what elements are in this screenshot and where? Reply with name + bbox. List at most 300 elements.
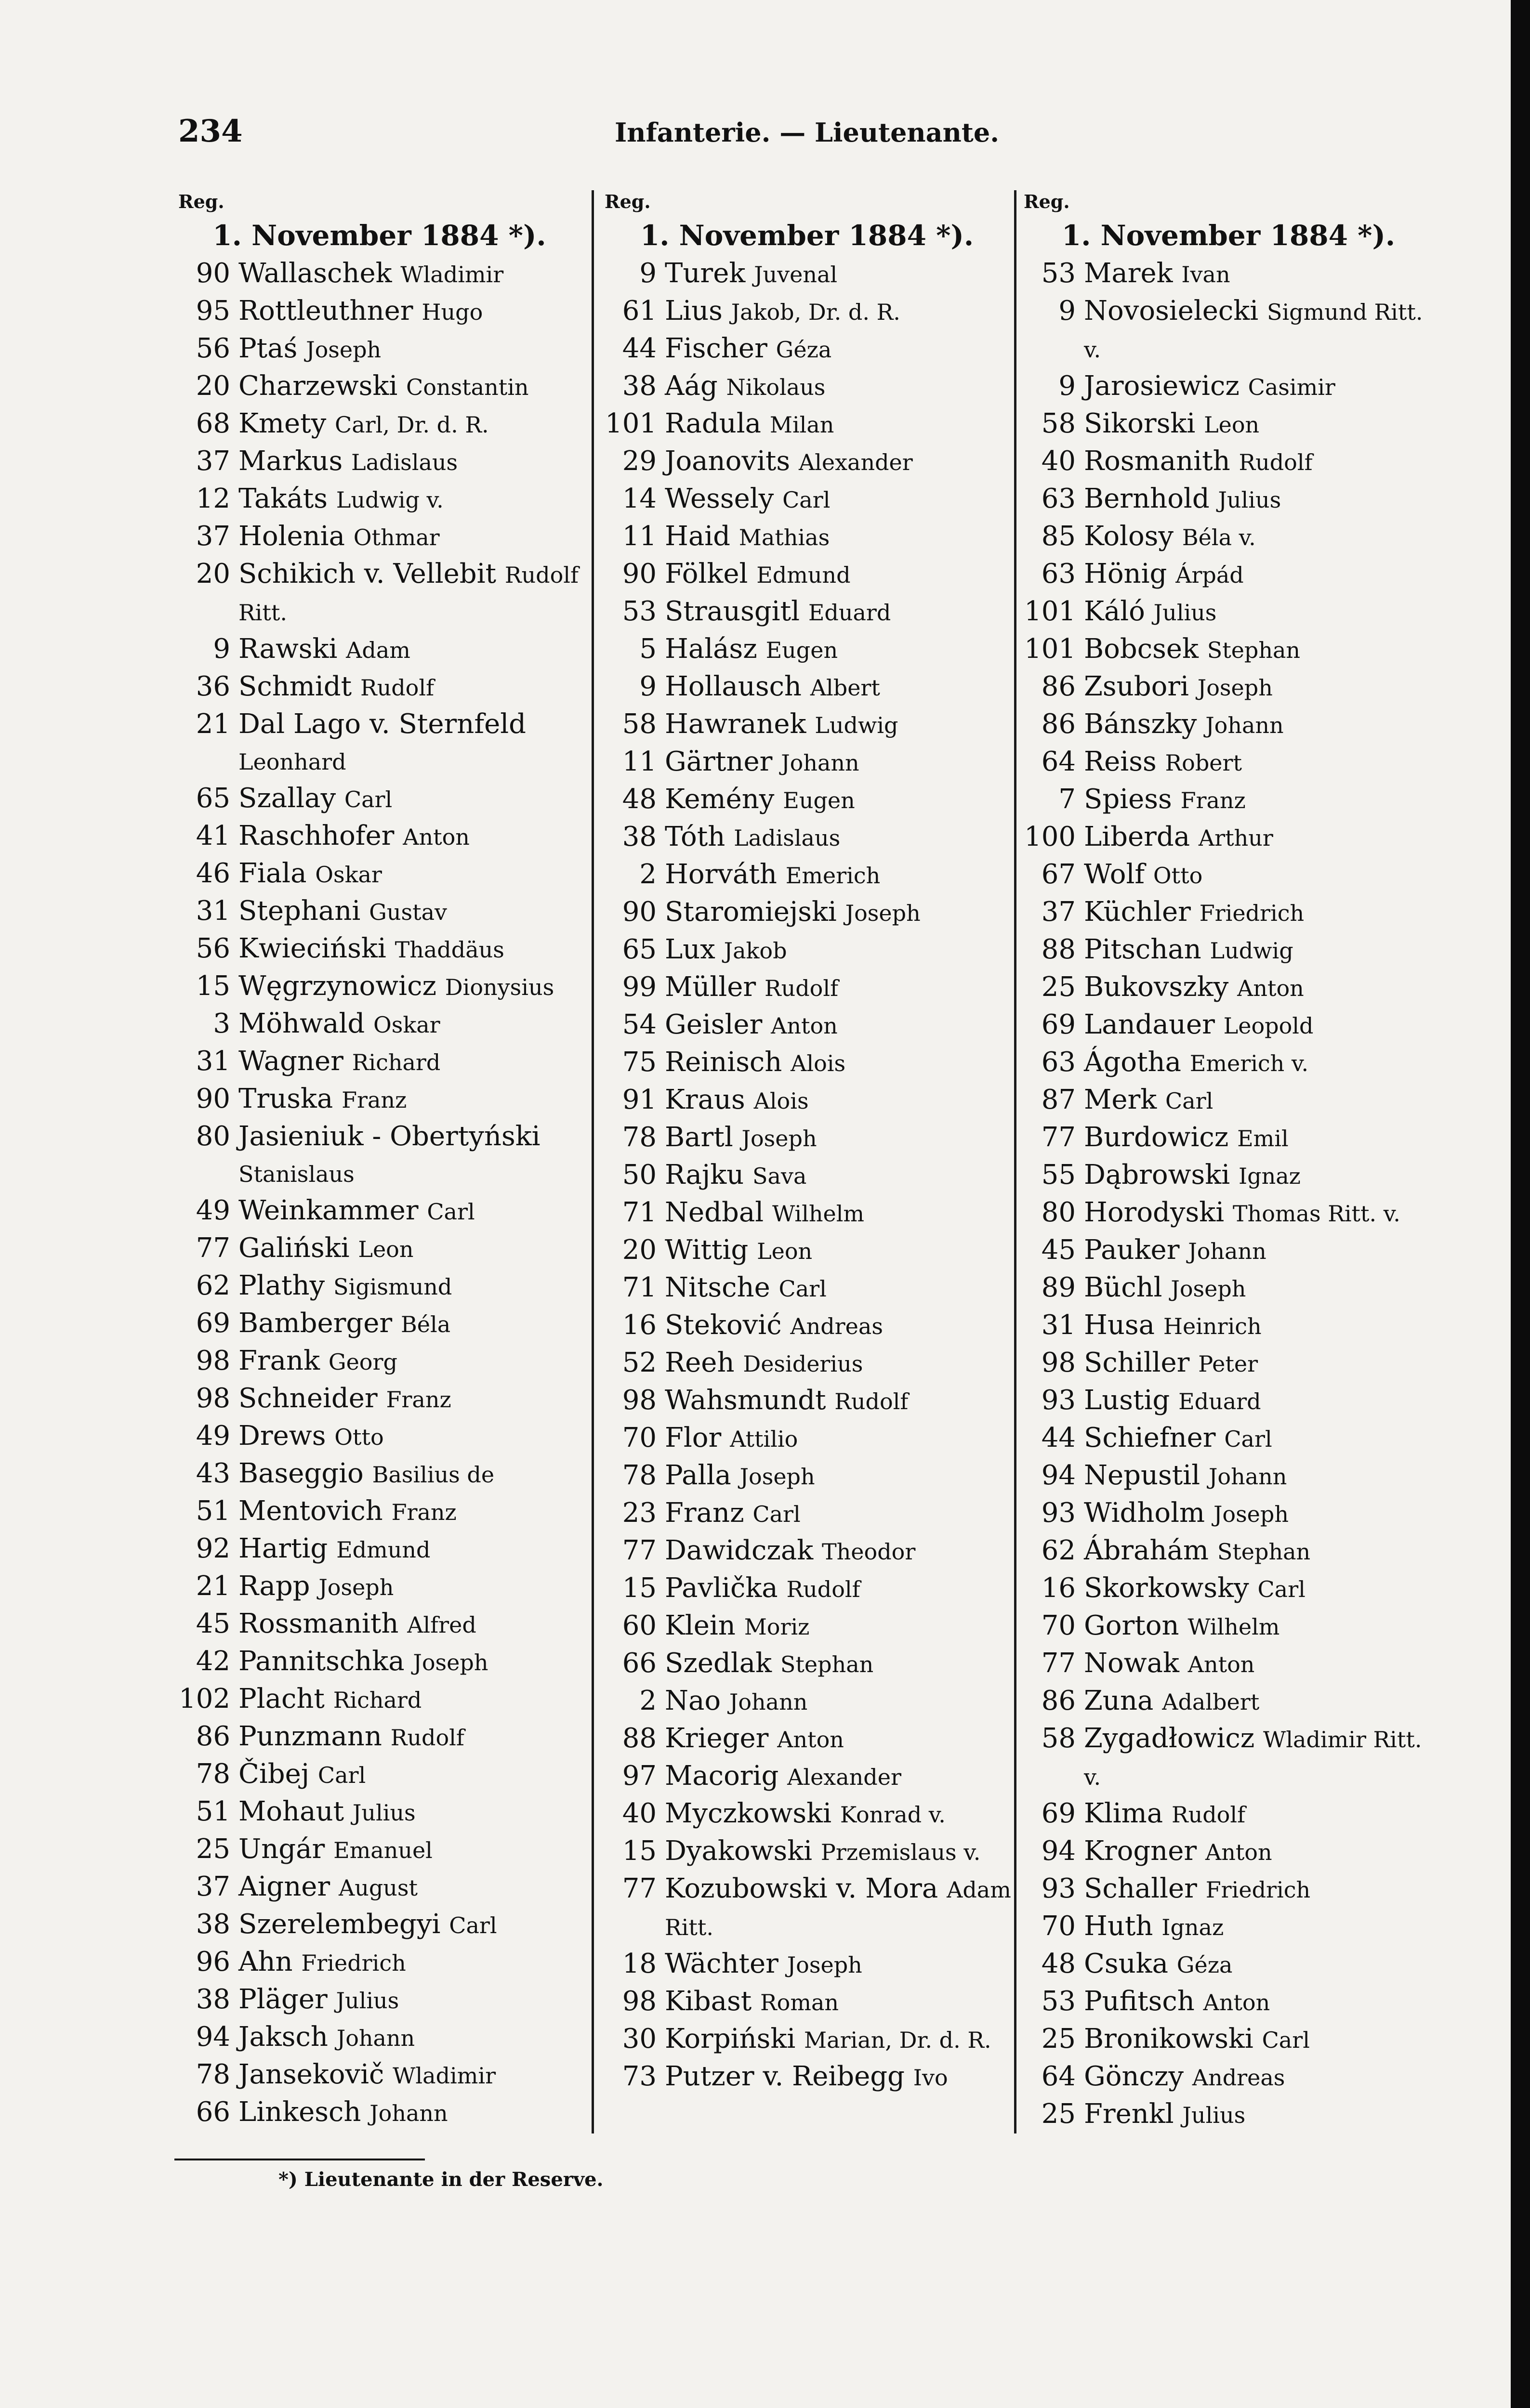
given-name: August — [339, 1875, 418, 1901]
list-item — [1019, 819, 1438, 856]
list-item — [1019, 556, 1438, 593]
surname: Ábrahám — [1084, 1535, 1209, 1566]
regiment-number: 53 — [622, 596, 657, 627]
given-name: Sava — [752, 1163, 807, 1189]
surname: Nedbal — [665, 1197, 764, 1228]
list-item — [173, 1230, 585, 1268]
reg-label: Reg. — [1024, 191, 1070, 212]
given-name: Julius — [352, 1800, 416, 1826]
regiment-number: 101 — [1024, 633, 1076, 665]
surname: Čibej — [238, 1758, 310, 1790]
column-divider-2 — [1014, 190, 1016, 2133]
column-2 — [600, 188, 1014, 2153]
surname: Schiefner — [1084, 1422, 1216, 1453]
given-name: Friedrich — [1205, 1877, 1311, 1903]
list-item — [173, 2056, 585, 2094]
given-name: Konrad v. — [840, 1802, 946, 1828]
regiment-number: 60 — [622, 1610, 657, 1641]
list-item — [173, 1006, 585, 1043]
list-item — [1019, 293, 1438, 368]
given-name: Joseph — [318, 1574, 394, 1600]
surname: Nao — [665, 1685, 721, 1716]
surname: Möhwald — [238, 1008, 365, 1039]
list-item — [600, 406, 1014, 443]
given-name: Carl, Dr. d. R. — [335, 412, 489, 438]
given-name: Andreas — [790, 1313, 883, 1339]
surname: Jaksch — [238, 2021, 328, 2053]
list-item — [600, 330, 1014, 368]
list-item — [173, 818, 585, 855]
surname: Csuka — [1084, 1948, 1168, 1979]
surname: Pitschan — [1084, 934, 1201, 965]
given-name: Rudolf — [786, 1576, 860, 1602]
surname: Aág — [665, 370, 718, 402]
surname: Fiala — [238, 858, 307, 889]
page-header — [178, 113, 1036, 161]
list-item — [173, 481, 585, 518]
regiment-number: 52 — [622, 1347, 657, 1378]
regiment-number: 25 — [1041, 2098, 1076, 2130]
given-name: Emerich v. — [1189, 1050, 1309, 1076]
list-item — [173, 1869, 585, 1906]
surname: Liberda — [1084, 821, 1190, 852]
list-item — [173, 1906, 585, 1944]
regiment-number: 30 — [622, 2023, 657, 2055]
regiment-number: 77 — [1041, 1648, 1076, 1679]
list-item — [1019, 931, 1438, 969]
regiment-number: 9 — [1058, 370, 1076, 402]
given-name: Sigismund — [333, 1274, 452, 1300]
list-item — [600, 744, 1014, 781]
given-name: Eduard — [1178, 1388, 1261, 1414]
given-name: Leopold — [1223, 1013, 1314, 1039]
surname: Kibast — [665, 1986, 752, 2017]
given-name: Mathias — [739, 524, 830, 550]
given-name: Peter — [1198, 1351, 1258, 1377]
date-heading: 1. November 1884 *). — [1061, 219, 1396, 252]
given-name: Ladislaus — [351, 449, 458, 475]
given-name: Adalbert — [1162, 1689, 1260, 1715]
surname: Plathy — [238, 1270, 325, 1301]
given-name: Ludwig v. — [336, 487, 444, 513]
surname: Schiller — [1084, 1347, 1190, 1378]
regiment-number: 93 — [1041, 1385, 1076, 1416]
list-item — [173, 443, 585, 481]
surname: Flor — [665, 1422, 722, 1453]
regiment-number: 69 — [196, 1308, 230, 1339]
list-item — [600, 1420, 1014, 1457]
list-item — [173, 556, 585, 631]
regiment-number: 77 — [622, 1873, 657, 1904]
list-item — [600, 819, 1014, 856]
given-name: Edmund — [756, 562, 851, 588]
given-name: Oskar — [373, 1012, 440, 1038]
surname: Aigner — [238, 1871, 330, 1902]
surname: Raschhofer — [238, 820, 395, 851]
surname: Korpiński — [665, 2023, 796, 2055]
list-item — [173, 330, 585, 368]
list-item — [173, 518, 585, 556]
surname: Mentovich — [238, 1495, 383, 1527]
given-name: Joseph — [413, 1649, 488, 1675]
regiment-number: 53 — [1041, 1986, 1076, 2017]
regiment-number: 51 — [196, 1495, 230, 1527]
surname: Skorkowsky — [1084, 1572, 1249, 1604]
given-name: Carl — [1257, 1576, 1306, 1602]
surname: Müller — [665, 971, 756, 1003]
given-name: Julius — [1218, 487, 1281, 513]
regiment-number: 86 — [196, 1721, 230, 1752]
given-name: Wilhelm — [1187, 1614, 1280, 1640]
regiment-number: 63 — [1041, 1047, 1076, 1078]
regiment-number: 78 — [196, 2059, 230, 2090]
entry-list — [600, 255, 1014, 2096]
regiment-number: 100 — [1024, 821, 1076, 852]
surname: Weinkammer — [238, 1195, 419, 1226]
regiment-number: 67 — [1041, 859, 1076, 890]
surname: Klima — [1084, 1798, 1163, 1829]
regiment-number: 40 — [1041, 445, 1076, 477]
list-item — [1019, 1232, 1438, 1269]
surname: Charzewski — [238, 370, 398, 402]
regiment-number: 12 — [196, 483, 230, 514]
surname: Horodyski — [1084, 1197, 1225, 1228]
surname: Spiess — [1084, 784, 1172, 815]
given-name: Albert — [810, 675, 880, 701]
given-name: Béla — [400, 1311, 451, 1337]
list-item — [1019, 969, 1438, 1007]
list-item — [1019, 368, 1438, 406]
surname: Bobcsek — [1084, 633, 1199, 665]
regiment-number: 9 — [213, 633, 230, 665]
regiment-number: 38 — [196, 1984, 230, 2015]
surname: Jansekovič — [238, 2059, 384, 2090]
surname: Kwieciński — [238, 933, 386, 964]
surname: Ágotha — [1084, 1047, 1181, 1078]
regiment-number: 49 — [196, 1195, 230, 1226]
regiment-number: 88 — [1041, 934, 1076, 965]
regiment-number: 98 — [1041, 1347, 1076, 1378]
regiment-number: 90 — [622, 558, 657, 589]
given-name: Ladislaus — [734, 825, 841, 851]
given-name: Ivan — [1181, 262, 1230, 288]
list-item — [173, 930, 585, 968]
surname: Fölkel — [665, 558, 748, 589]
list-item — [173, 968, 585, 1006]
list-item — [1019, 1983, 1438, 2021]
given-name: Johann — [781, 750, 859, 776]
surname: Reinisch — [665, 1047, 782, 1078]
surname: Burdowicz — [1084, 1122, 1229, 1153]
list-item — [173, 1568, 585, 1606]
regiment-number: 3 — [213, 1008, 230, 1039]
list-item — [600, 368, 1014, 406]
regiment-number: 20 — [196, 370, 230, 402]
given-name: Thomas Ritt. v. — [1232, 1201, 1400, 1227]
surname: Franz — [665, 1497, 744, 1529]
list-item — [173, 631, 585, 668]
list-item — [600, 1683, 1014, 1720]
surname: Lius — [665, 295, 723, 327]
list-item — [173, 293, 585, 330]
surname: Palla — [665, 1460, 731, 1491]
given-name: Anton — [1203, 1989, 1270, 2015]
regiment-number: 90 — [622, 896, 657, 928]
given-name: Otto — [334, 1424, 384, 1450]
list-item — [173, 368, 585, 406]
given-name: Stanislaus — [238, 1161, 355, 1187]
regiment-number: 58 — [1041, 1723, 1076, 1754]
surname: Wessely — [665, 483, 774, 514]
list-item — [173, 1944, 585, 1981]
surname: Kraus — [665, 1084, 745, 1115]
given-name: Eugen — [783, 787, 855, 813]
given-name: Rudolf — [834, 1388, 909, 1414]
regiment-number: 96 — [196, 1946, 230, 1977]
regiment-number: 41 — [196, 820, 230, 851]
surname: Ahn — [238, 1946, 293, 1977]
surname: Strausgitl — [665, 596, 800, 627]
list-item — [600, 556, 1014, 593]
given-name: Leonhard — [238, 749, 346, 775]
given-name: Anton — [1237, 975, 1304, 1001]
surname: Holenia — [238, 521, 345, 552]
surname: Rapp — [238, 1570, 310, 1602]
given-name: Stephan — [780, 1651, 874, 1677]
list-item — [173, 1681, 585, 1718]
given-name: Carl — [1224, 1426, 1272, 1452]
given-name: Anton — [403, 824, 470, 850]
given-name: Alfred — [407, 1612, 476, 1638]
given-name: Ignaz — [1238, 1163, 1301, 1189]
regiment-number: 5 — [639, 633, 657, 665]
given-name: Franz — [1180, 787, 1246, 813]
regiment-number: 36 — [196, 671, 230, 702]
surname: Gärtner — [665, 746, 773, 777]
regiment-number: 48 — [622, 784, 657, 815]
surname: Wittig — [665, 1234, 749, 1266]
surname: Ptaś — [238, 333, 298, 364]
regiment-number: 99 — [622, 971, 657, 1003]
regiment-number: 70 — [622, 1422, 657, 1453]
given-name: Dionysius — [445, 974, 554, 1000]
list-item — [1019, 1720, 1438, 1795]
surname: Dawidczak — [665, 1535, 814, 1566]
given-name: Richard — [333, 1687, 422, 1713]
list-item — [1019, 1082, 1438, 1119]
list-item — [600, 443, 1014, 481]
regiment-number: 77 — [1041, 1122, 1076, 1153]
list-item — [173, 1418, 585, 1455]
list-item — [600, 1269, 1014, 1307]
given-name: Emil — [1237, 1125, 1289, 1152]
surname: Tóth — [665, 821, 725, 852]
given-name: Oskar — [315, 862, 382, 888]
regiment-number: 14 — [622, 483, 657, 514]
regiment-number: 65 — [196, 783, 230, 814]
list-item — [173, 1493, 585, 1531]
given-name: Jakob, Dr. d. R. — [731, 299, 900, 325]
given-name: Julius — [1182, 2102, 1246, 2128]
surname: Pauker — [1084, 1234, 1180, 1266]
regiment-number: 94 — [1041, 1460, 1076, 1491]
given-name: Georg — [328, 1349, 397, 1375]
given-name: Joseph — [845, 900, 921, 926]
surname: Galiński — [238, 1232, 350, 1264]
regiment-number: 21 — [196, 708, 230, 740]
regiment-number: 38 — [622, 370, 657, 402]
list-item — [173, 893, 585, 930]
given-name: Alexander — [787, 1764, 901, 1790]
list-item — [1019, 1345, 1438, 1382]
given-name: Alois — [791, 1050, 846, 1076]
surname: Schikich v. Vellebit — [238, 558, 497, 589]
given-name: Arthur — [1198, 825, 1273, 851]
regiment-number: 43 — [196, 1458, 230, 1489]
regiment-number: 56 — [196, 933, 230, 964]
given-name: Béla v. — [1182, 524, 1256, 550]
list-item — [173, 668, 585, 706]
list-item — [600, 481, 1014, 518]
regiment-number: 77 — [622, 1535, 657, 1566]
list-item — [1019, 1420, 1438, 1457]
list-item — [600, 1007, 1014, 1044]
surname: Staromiejski — [665, 896, 837, 928]
surname: Rajku — [665, 1159, 744, 1191]
list-item — [1019, 1871, 1438, 1908]
surname: Steković — [665, 1309, 782, 1341]
regiment-number: 77 — [196, 1232, 230, 1264]
list-item — [1019, 668, 1438, 706]
list-item — [1019, 1946, 1438, 1983]
regiment-number: 49 — [196, 1420, 230, 1452]
given-name: Basilius de — [372, 1462, 495, 1488]
given-name: Carl — [1165, 1088, 1213, 1114]
regiment-number: 51 — [196, 1796, 230, 1827]
surname: Drews — [238, 1420, 326, 1452]
list-item — [600, 931, 1014, 969]
regiment-number: 98 — [196, 1345, 230, 1376]
surname: Szallay — [238, 783, 336, 814]
regiment-number: 101 — [1024, 596, 1076, 627]
regiment-number: 86 — [1041, 671, 1076, 702]
given-name: Richard — [352, 1049, 441, 1075]
surname: Lustig — [1084, 1385, 1170, 1416]
surname: Bronikowski — [1084, 2023, 1253, 2055]
list-item — [600, 781, 1014, 819]
list-item — [173, 1718, 585, 1756]
given-name: Carl — [344, 786, 393, 812]
given-name: Emanuel — [333, 1837, 433, 1863]
given-name: Friedrich — [1199, 900, 1305, 926]
given-name: Árpád — [1175, 562, 1244, 588]
regiment-number: 2 — [639, 1685, 657, 1716]
regiment-number: 98 — [196, 1383, 230, 1414]
list-item — [1019, 1157, 1438, 1194]
regiment-number: 31 — [196, 1046, 230, 1077]
given-name: Thaddäus — [395, 937, 504, 963]
given-name: Julius — [336, 1988, 399, 2014]
surname: Hartig — [238, 1533, 328, 1564]
regiment-number: 88 — [622, 1723, 657, 1754]
regiment-number: 80 — [196, 1121, 230, 1152]
surname: Frenkl — [1084, 2098, 1174, 2130]
regiment-number: 25 — [1041, 2023, 1076, 2055]
given-name: Carl — [1262, 2027, 1310, 2053]
given-name: Alois — [753, 1088, 809, 1114]
regiment-number: 63 — [1041, 483, 1076, 514]
given-name: Stephan — [1217, 1539, 1311, 1565]
surname: Fischer — [665, 333, 767, 364]
given-name: Anton — [777, 1727, 844, 1753]
given-name: Leon — [757, 1238, 813, 1264]
list-item — [173, 1268, 585, 1305]
column-3 — [1019, 188, 1438, 2153]
given-name: Milan — [769, 412, 834, 438]
regiment-number: 9 — [639, 258, 657, 289]
regiment-number: 94 — [1041, 1835, 1076, 1867]
regiment-number: 38 — [196, 1909, 230, 1940]
list-item — [600, 1345, 1014, 1382]
given-name: Carl — [752, 1501, 801, 1527]
regiment-number: 56 — [196, 333, 230, 364]
list-item — [173, 2094, 585, 2132]
list-item — [173, 1192, 585, 1230]
given-name: Desiderius — [743, 1351, 863, 1377]
running-title: Infanterie. — Lieutenante. — [615, 117, 1000, 148]
given-name: Alexander — [798, 449, 913, 475]
list-item — [1019, 1833, 1438, 1871]
given-name: Nikolaus — [726, 374, 826, 400]
given-name: Rudolf — [360, 675, 435, 701]
list-item — [1019, 1269, 1438, 1307]
given-name: Rudolf — [1171, 1802, 1246, 1828]
regiment-number: 18 — [622, 1948, 657, 1979]
given-name: Stephan — [1207, 637, 1301, 663]
regiment-number: 37 — [196, 445, 230, 477]
surname: Widholm — [1084, 1497, 1205, 1529]
surname: Rawski — [238, 633, 338, 665]
regiment-number: 37 — [196, 1871, 230, 1902]
list-item — [1019, 1645, 1438, 1683]
surname: Bukovszky — [1084, 971, 1229, 1003]
list-item — [600, 1795, 1014, 1833]
list-item — [1019, 1570, 1438, 1608]
surname: Sikorski — [1084, 408, 1196, 439]
given-name: Ludwig — [1210, 938, 1293, 964]
surname: Nitsche — [665, 1272, 770, 1303]
list-item — [600, 1044, 1014, 1082]
regiment-number: 90 — [196, 258, 230, 289]
surname: Rosmanith — [1084, 445, 1230, 477]
given-name: Adam — [346, 637, 410, 663]
page-number: 234 — [178, 113, 243, 149]
surname: Myczkowski — [665, 1798, 832, 1829]
given-name: Johann — [1188, 1238, 1266, 1264]
given-name: Sigmund Ritt. v. — [1084, 299, 1423, 363]
given-name: Johann — [336, 2025, 415, 2051]
surname: Takáts — [238, 483, 328, 514]
given-name: Hugo — [422, 299, 483, 325]
given-name: Johann — [729, 1689, 808, 1715]
surname: Huth — [1084, 1911, 1153, 1942]
list-item — [600, 293, 1014, 330]
list-item — [1019, 481, 1438, 518]
surname: Rottleuthner — [238, 295, 413, 327]
list-item — [173, 1606, 585, 1643]
regiment-number: 40 — [622, 1798, 657, 1829]
list-item — [1019, 631, 1438, 668]
